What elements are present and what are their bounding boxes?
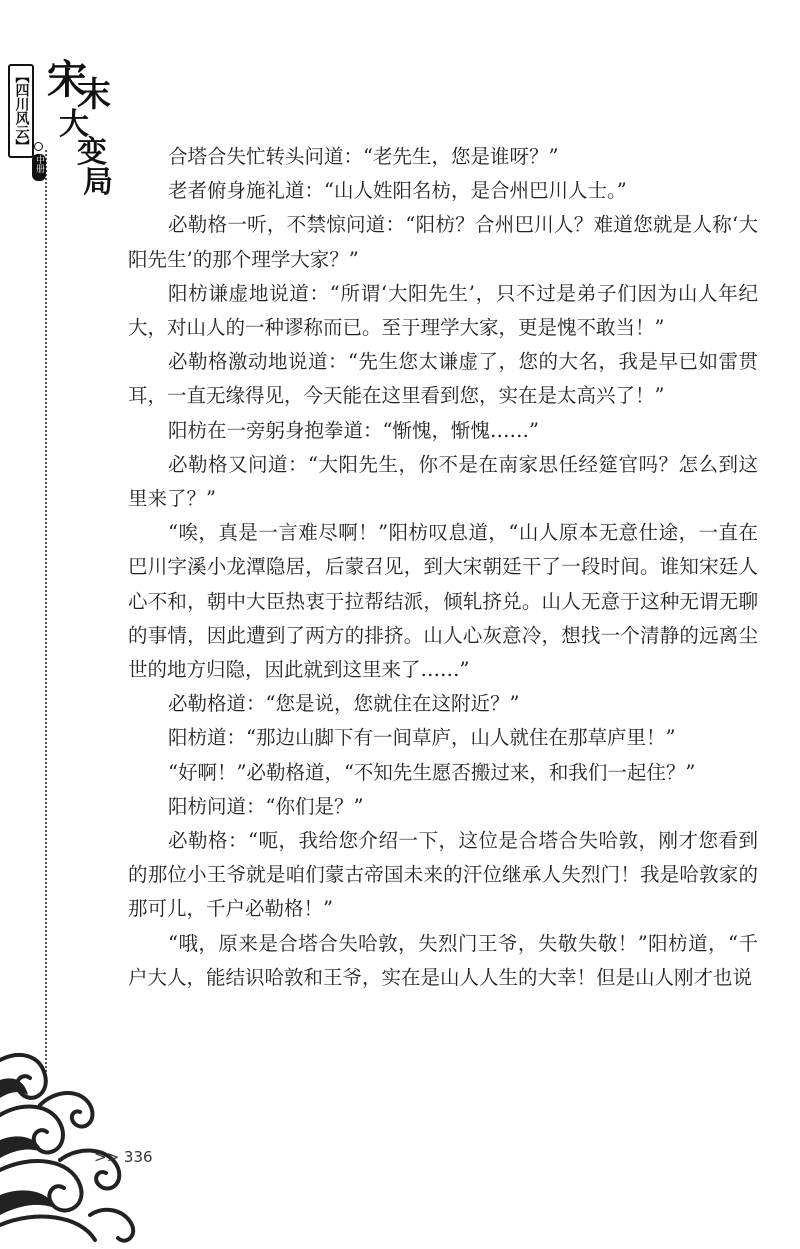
- paragraph: 阳枋谦虚地说道：“所谓‘大阳先生’，只不过是弟子们因为山人年纪大，对山人的一种谬称而已。至于理学大家，更是愧不敢当！”: [128, 281, 758, 340]
- paragraph: “好啊！”必勒格道，“不知先生愿否搬过来，和我们一起住？”: [168, 760, 696, 784]
- paragraph: 必勒格道：“您是说，您就住在这附近？”: [168, 692, 520, 716]
- page-footer: [94, 1148, 153, 1166]
- series-label: [8, 64, 34, 158]
- paragraph: 阳枋在一旁躬身抱拳道：“惭愧，惭愧……”: [168, 418, 539, 442]
- paragraph: 阳枋道：“那边山脚下有一间草庐，山人就住在那草庐里！”: [168, 726, 676, 750]
- paragraph: 必勒格又问道：“大阳先生，你不是在南家思任经筵官吗？怎么到这里来了？”: [128, 452, 758, 511]
- paragraph: 老者俯身施礼道：“山人姓阳名枋，是合州巴川人士。”: [168, 179, 627, 203]
- main-text: [128, 140, 758, 995]
- paragraph: 必勒格一听，不禁惊问道：“阳枋？合州巴川人？难道您就是人称‘大阳先生’的那个理学大家？”: [128, 213, 758, 271]
- margin-dotted-line: [45, 150, 47, 1080]
- book-title: [47, 56, 117, 210]
- series-text: 【四川风云】: [13, 69, 30, 153]
- paragraph: 必勒格激动地说道：“先生您太谦虚了，您的大名，我是早已如雷贯耳，一直无缘得见，今天能在这里看到您，实在是太高兴了！”: [128, 350, 758, 408]
- book-title-char-4: 变: [77, 135, 107, 170]
- paragraph: 阳枋问道：“你们是？”: [168, 794, 364, 818]
- book-title-char-2: 末: [77, 75, 111, 115]
- cloud-ornament: [0, 1020, 140, 1249]
- paragraph: 合塔合失忙转头问道：“老先生，您是谁呀？”: [168, 145, 559, 168]
- book-title-char-3: 大: [59, 107, 89, 142]
- separator-dot: [34, 142, 43, 151]
- paragraph: “唉，真是一言难尽啊！”阳枋叹息道，“山人原本无意仕途，一直在巴川字溪小龙潭隐居，后蒙召见，到大宋朝廷干了一段时间。谁知宋廷人心不和，朝中大臣热衷于拉帮结派，倾轧挤兑。山人无意于这种无谓无聊的事情，因此遭到了两方的排挤。山人心灰意冷，想找一个清静的远离尘世的地方归隐，因此就到这里来了……”: [128, 521, 758, 682]
- page-marker: >>: [94, 1148, 120, 1166]
- book-title-char-5: 局: [83, 165, 113, 200]
- paragraph: “哦，原来是合塔合失哈敦，失烈门王爷，失敬失敬！”阳枋道，“千户大人，能结识哈敦和王爷，实在是山人人生的大幸！但是山人刚才也说: [128, 931, 758, 989]
- page-number: 336: [123, 1148, 153, 1166]
- paragraph: 必勒格：“呃，我给您介绍一下，这位是合塔合失哈敦，刚才您看到的那位小王爷就是咱们蒙古帝国未来的汗位继承人失烈门！我是哈敦家的那可儿，千户必勒格！”: [128, 829, 758, 921]
- volume-text: 中册: [34, 155, 44, 173]
- book-title-char-1: 宋: [47, 56, 87, 103]
- volume-badge: [32, 154, 46, 181]
